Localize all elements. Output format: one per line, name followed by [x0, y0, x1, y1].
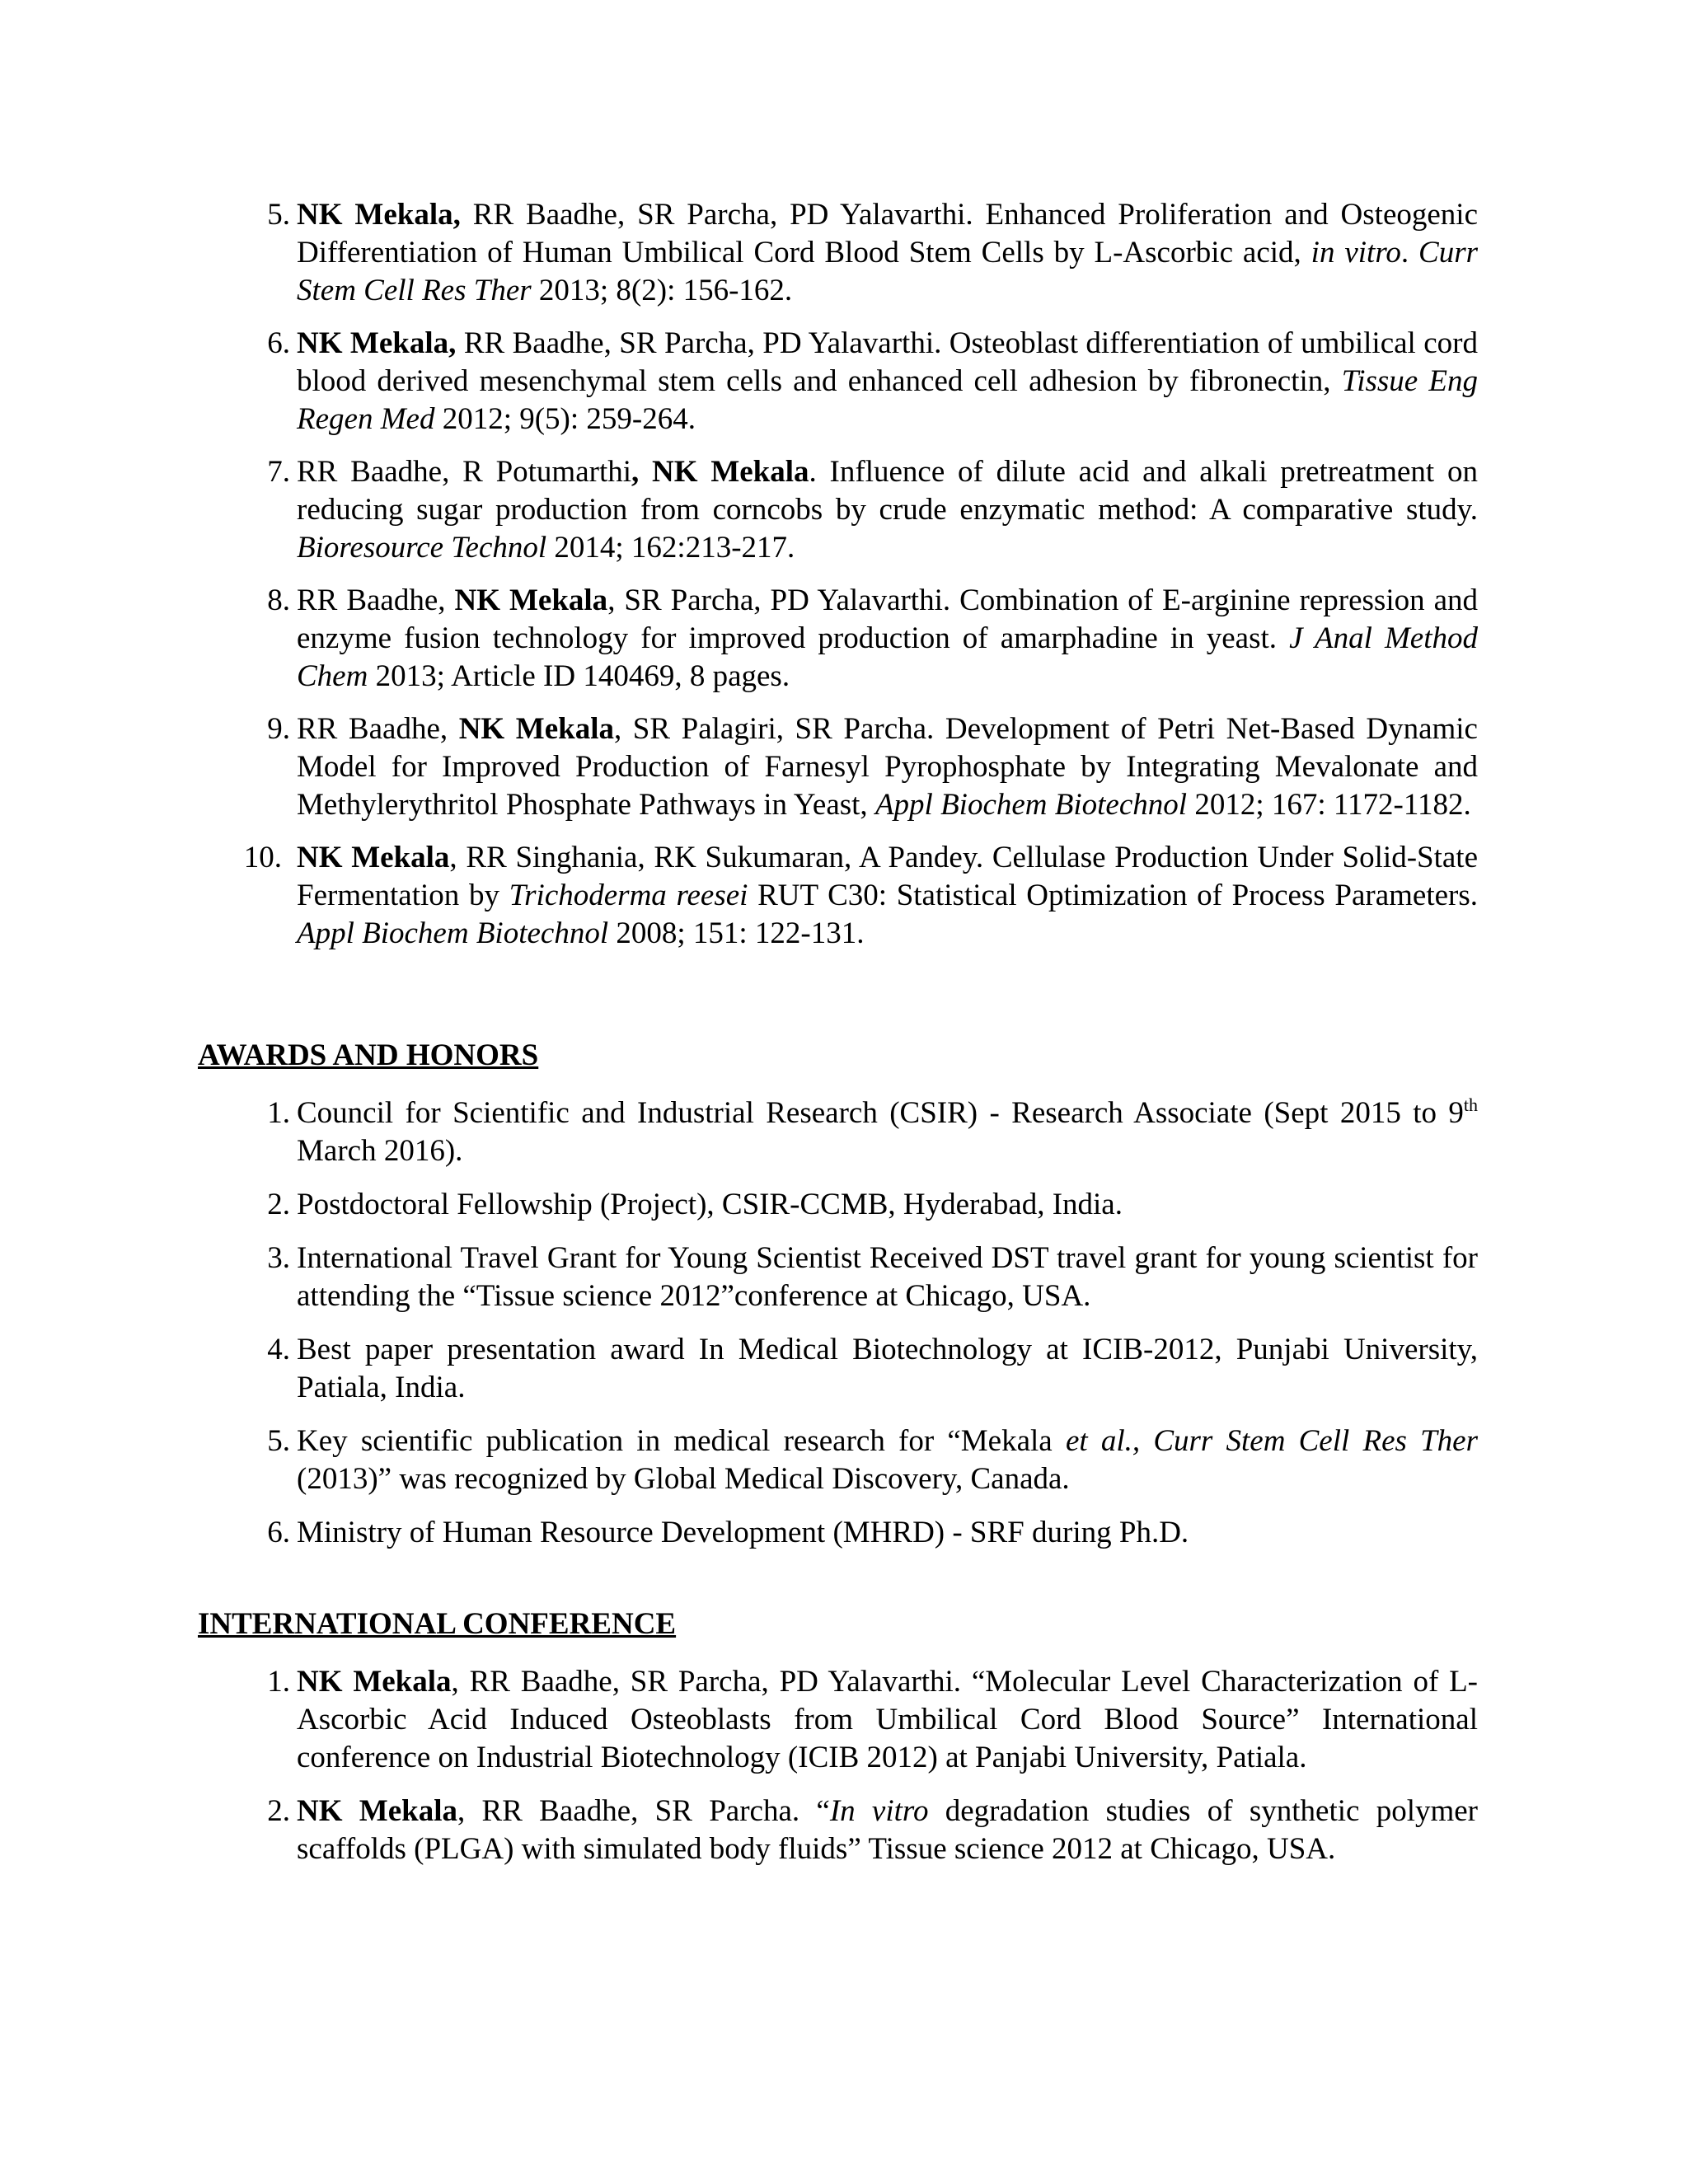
- awards-list: [239, 1094, 1478, 1552]
- publication-item: [239, 325, 1478, 438]
- author-bold: , NK Mekala: [631, 455, 809, 489]
- award-item: [239, 1186, 1478, 1224]
- journal-name: J Anal Method Chem: [297, 621, 1478, 693]
- journal-name: Tissue Eng Regen Med: [297, 364, 1478, 436]
- citation-text: RUT C30: Statistical Optimization of Process Parameters.: [748, 879, 1478, 912]
- award-text: Ministry of Human Resource Development (MHRD) - SRF during Ph.D.: [297, 1516, 1189, 1549]
- citation-text: 2012; 167: 1172-1182.: [1187, 788, 1471, 822]
- award-text: Postdoctoral Fellowship (Project), CSIR-CCMB, Hyderabad, India.: [297, 1188, 1123, 1221]
- award-item: [239, 1331, 1478, 1407]
- author-bold: NK Mekala: [458, 712, 614, 746]
- author-bold: NK Mekala: [297, 1665, 452, 1699]
- list-number: 5.: [267, 198, 290, 232]
- citation-text: RR Baadhe, SR Parcha, PD Yalavarthi. Enhanced Proliferation and Osteogenic Differentiation of Human Umbilical Cord Blood Stem Cells by L-Ascorbic acid,: [297, 198, 1478, 269]
- list-number: 9.: [267, 712, 290, 746]
- conference-list: [239, 1663, 1478, 1868]
- citation-text: 2013; 8(2): 156-162.: [531, 274, 793, 307]
- citation-text: .: [1400, 236, 1419, 269]
- author-bold: NK Mekala,: [297, 326, 457, 360]
- citation-text: RR Baadhe,: [297, 583, 455, 617]
- award-item: [239, 1240, 1478, 1315]
- conference-text: degradation studies of synthetic polymer scaffolds (PLGA) with simulated body fluids” Tissue science 2012 at Chicago, USA.: [297, 1794, 1479, 1866]
- author-bold: NK Mekala: [297, 1794, 457, 1828]
- conference-text: , RR Baadhe, SR Parcha. “: [457, 1794, 830, 1828]
- species-name: Trichoderma reesei: [509, 879, 748, 912]
- journal-name: Appl Biochem Biotechnol: [874, 788, 1188, 822]
- award-item: [239, 1094, 1478, 1170]
- award-text: Best paper presentation award In Medical Biotechnology at ICIB-2012, Punjabi University, Patiala, India.: [297, 1333, 1478, 1404]
- citation-text: , SR Parcha, PD Yalavarthi. Combination of E-arginine repression and enzyme fusion technology for improved production of amarphadine in yeast.: [297, 583, 1478, 655]
- conference-heading: INTERNATIONAL CONFERENCE: [198, 1607, 677, 1641]
- conference-item: [239, 1793, 1478, 1868]
- publication-list: [239, 196, 1478, 953]
- award-text: Key scientific publication in medical research for “Mekala: [297, 1424, 1066, 1458]
- award-item: [239, 1422, 1478, 1498]
- publication-item: [239, 582, 1478, 696]
- citation-text: 2014; 162:213-217.: [546, 531, 795, 565]
- list-number: 5.: [267, 1424, 290, 1458]
- citation-text: RR Baadhe, R Potumarthi: [297, 455, 632, 489]
- list-number: 6.: [267, 1516, 290, 1549]
- journal-name: Appl Biochem Biotechnol: [297, 916, 609, 950]
- list-number: 3.: [267, 1241, 290, 1275]
- citation-text: 2008; 151: 122-131.: [608, 916, 865, 950]
- author-bold: NK Mekala: [454, 583, 608, 617]
- award-text: (2013)” was recognized by Global Medical Discovery, Canada.: [297, 1462, 1070, 1496]
- citation-text: , RR Singhania, RK Sukumaran, A Pandey. Cellulase Production Under Solid-State Fermentation by: [297, 841, 1478, 912]
- citation-text: , SR Palagiri, SR Parcha. Development of Petri Net-Based Dynamic Model for Improved Production of Farnesyl Pyrophosphate by Integrating Mevalonate and Methylerythritol Phosphate Pathways in Yeast,: [297, 712, 1478, 822]
- list-number: 4.: [267, 1333, 290, 1366]
- award-text: International Travel Grant for Young Scientist Received DST travel grant for young scientist for attending the “Tissue science 2012”conference at Chicago, USA.: [297, 1241, 1478, 1313]
- citation-italic: in vitro: [1311, 236, 1401, 269]
- list-number: 2.: [267, 1188, 290, 1221]
- list-number: 2.: [267, 1794, 290, 1828]
- journal-name: Curr Stem Cell Res Ther: [297, 236, 1478, 307]
- award-text: Council for Scientific and Industrial Research (CSIR) - Research Associate (Sept 2015 to 9: [297, 1096, 1464, 1130]
- awards-heading: AWARDS AND HONORS: [198, 1038, 539, 1072]
- publication-item: [239, 453, 1478, 567]
- citation-text: 2012; 9(5): 259-264.: [434, 402, 696, 436]
- citation-italic: In vitro: [829, 1794, 929, 1828]
- journal-name: Bioresource Technol: [297, 531, 547, 565]
- award-item: [239, 1514, 1478, 1552]
- list-number: 6.: [267, 326, 290, 360]
- author-bold: NK Mekala,: [297, 198, 461, 232]
- citation-text: . Influence of dilute acid and alkali pretreatment on reducing sugar production from corncobs by crude enzymatic method: A comparative study.: [297, 455, 1478, 527]
- publication-item: [239, 839, 1478, 953]
- ordinal-superscript: th: [1463, 1094, 1478, 1115]
- citation-text: 2013; Article ID 140469, 8 pages.: [368, 659, 790, 693]
- citation-text: RR Baadhe,: [297, 712, 459, 746]
- list-number: 1.: [267, 1665, 290, 1699]
- conference-item: [239, 1663, 1478, 1777]
- citation-italic: et al., Curr Stem Cell Res Ther: [1065, 1424, 1478, 1458]
- publication-item: [239, 710, 1478, 824]
- publication-item: [239, 196, 1478, 310]
- conference-text: , RR Baadhe, SR Parcha, PD Yalavarthi. “Molecular Level Characterization of L-Ascorbic Acid Induced Osteoblasts from Umbilical Cord Blood Source” International conference on Industrial Biotechnology (ICIB 2012) at Panjabi University, Patiala.: [297, 1665, 1479, 1774]
- list-number: 1.: [267, 1096, 290, 1130]
- list-number: 8.: [267, 583, 290, 617]
- list-number: 7.: [267, 455, 290, 489]
- citation-text: RR Baadhe, SR Parcha, PD Yalavarthi. Osteoblast differentiation of umbilical cord blood derived mesenchymal stem cells and enhanced cell adhesion by fibronectin,: [297, 326, 1478, 398]
- list-number: 10.: [243, 841, 282, 874]
- author-bold: NK Mekala: [297, 841, 450, 874]
- award-text: March 2016).: [297, 1134, 463, 1168]
